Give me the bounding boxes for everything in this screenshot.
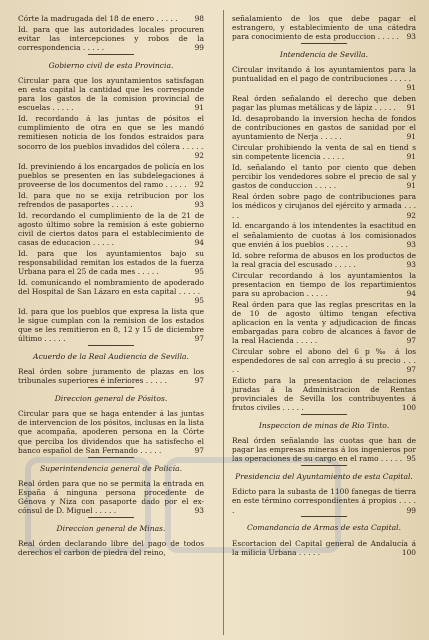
entry-text: Real órden para que las reglas prescritas en la de 10 de agosto último tengan efectiva aplicacion en la venta y adjudicacion de fincas embargadas para cobro de alcances á favor de la real Hacienda	[232, 299, 416, 345]
right-column	[232, 14, 416, 559]
column-divider	[223, 10, 224, 635]
entry-text: Escortacion del Capital general de Andalucía á la milicia Urbana	[232, 538, 416, 557]
page-number: 93	[406, 239, 416, 249]
dot-leader: . . . . .	[312, 181, 337, 191]
dot-leader: . . . . .	[232, 355, 416, 375]
entry-text: Real órden señalando las cuotas que han de pagar las empresas mineras á los ingenieros por las operaciones de su cargo en el ramo	[232, 436, 416, 464]
dot-leader: . . . . .	[296, 547, 321, 557]
entry-text: Circular prohibiendo la venta de sal en tiend s sin competente licencia	[232, 143, 416, 162]
index-entry	[232, 192, 416, 219]
dot-leader: . . . . .	[324, 239, 348, 249]
page-number: 97	[194, 445, 204, 455]
dot-leader: . . . . .	[176, 286, 200, 296]
page-number: 91	[406, 83, 416, 93]
page-number: 91	[406, 103, 416, 113]
index-entry	[232, 163, 416, 190]
page-number: 99	[406, 505, 416, 515]
dot-leader: . . . . .	[143, 376, 167, 386]
page-number: 95	[194, 296, 204, 305]
index-entry	[18, 14, 204, 23]
index-entry	[232, 221, 416, 248]
section-heading: Gobierno civil de esta Provincia.	[48, 60, 174, 70]
section-rule	[301, 465, 347, 466]
index-entry	[18, 278, 204, 305]
section-rule	[301, 516, 347, 517]
section-heading: Intendencia de Sevilla.	[279, 50, 369, 60]
index-entry	[18, 367, 204, 385]
dot-leader: . . . . .	[304, 288, 328, 298]
dot-leader: . . . . .	[90, 237, 114, 247]
entry-text: Real órden señalando el derecho que deben pagar las plumas metálicas y de lápiz	[232, 94, 416, 113]
entry-text: Id. señalando el tanto por ciento que deben percibir los vendedores sobre el precio de sal y gastos de conduccion	[232, 163, 416, 191]
entry-text: Id. recordando el cumplimiento de la de 21 de agosto último sobre la remision á este gobierno civil de ciertos datos para el establecimiento de casas de educacion	[18, 210, 204, 247]
index-entry	[232, 539, 416, 557]
page-number: 100	[401, 547, 416, 557]
index-entry	[18, 249, 204, 276]
section-heading: Direccion general de Pósitos.	[54, 394, 168, 404]
entry-text: Id. para que las autoridades locales procuren evitar las intercepciones y robos de la correspondencia	[18, 24, 204, 53]
entry-text: Córte la madrugada del 18 de enero	[18, 14, 155, 23]
entry-text: Id. recordando á las juntas de pósitos el cumplimiento de otra en que se les mandó remitiesen noticia de los fondos estraidos para socorro de los pueblos invadidos del cólera	[18, 114, 204, 151]
dot-leader: . . . . .	[332, 259, 356, 269]
entry-text: Edicto para la presentacion de relaciones juradas á la Administracion de Rentas provinciales de Sevilla los contribuyentes á frutos civiles	[232, 375, 416, 413]
index-entry	[232, 251, 416, 269]
page-number: 94	[406, 288, 416, 298]
dot-leader: . . . . .	[41, 334, 66, 344]
section-heading: Direccion general de Minas.	[56, 523, 166, 533]
index-entry	[232, 14, 416, 41]
index-entry	[18, 114, 204, 159]
entry-text: Id. para que no se exija retribucion por los refrendos de pasaportes	[18, 190, 204, 209]
dot-leader: . . . . .	[387, 74, 412, 84]
page-number: 95	[406, 454, 416, 464]
index-entry	[18, 191, 204, 209]
section-heading: Comandancia de Armas de esta Capital.	[246, 523, 402, 533]
dot-leader: . . . . .	[179, 141, 204, 151]
section-rule	[88, 517, 134, 518]
entry-text: Circular sobre el abono del 6 p ‰ á los espendedores de sal con arreglo á su precio	[232, 346, 416, 365]
index-entry	[232, 94, 416, 112]
entry-text: Real órden sobre juramento de plazas en los tribunales superiores é inferiores	[18, 367, 204, 386]
page-number: 92	[194, 179, 204, 189]
entry-text: Real órden declarando libre del pago de todos derechos el carbon de piedra del reino,	[18, 538, 204, 557]
index-entry	[18, 307, 204, 343]
section-rule	[88, 457, 134, 458]
page-number: 92	[194, 150, 204, 160]
index-entry	[232, 487, 416, 514]
page-number: 93	[406, 259, 416, 269]
dot-leader: . . . . .	[92, 505, 117, 515]
section-rule	[88, 387, 134, 388]
dot-leader: . . . . .	[109, 199, 133, 209]
page-number: 100	[401, 403, 416, 413]
entry-text: Id. previniendo á los encargados de policía en los pueblos se presenten en las subdelegaciones á proveerse de los documentos del ramo	[18, 161, 204, 189]
page-number: 94	[194, 237, 204, 247]
section-heading: Acuerdo de la Real Audiencia de Sevilla.	[33, 352, 189, 362]
entry-text: señalamiento de los que debe pagar el estrangero, y establecimiento de una cátedra para conocimiento de esta produccion	[232, 14, 416, 42]
entry-text: Id. para que los ayuntamientos bajo su responsabilidad remitan los estados de la fuerza Urbana para el 25 de cada mes	[18, 248, 204, 276]
index-entry	[232, 300, 416, 345]
section-heading: Presidencia del Ayuntamiento de esta Capital.	[235, 472, 413, 482]
entry-text: Id. comunicando el nombramiento de apoderado del Hospital de San Lázaro en esta capital	[18, 277, 204, 296]
section-heading: Inspeccion de minas de Rio Tinto.	[258, 421, 390, 431]
dot-leader: . . . . .	[293, 335, 318, 345]
entry-text: Id. sobre reforma de abusos en los productos de la real gracia del escusado	[232, 250, 416, 269]
index-entry	[18, 211, 204, 247]
entry-text: Circular invitando á los ayuntamientos para la puntualidad en el pago de contribuciones	[232, 65, 416, 84]
dot-leader: . . . . .	[163, 179, 187, 189]
dot-leader: . . . . .	[318, 132, 342, 142]
index-entry	[18, 409, 204, 454]
page-number: 91	[194, 103, 204, 113]
entry-text: Real órden sobre pago de contribuciones para los médicos y cirujanos del ejército y armada	[232, 192, 416, 211]
entry-text: Real órden para que no se permita la entrada en España á ninguna persona procedente de Génova y Niza con pasaporte dado por el ex-cónsul de D. Miguel	[18, 478, 204, 515]
dot-leader: . . . . .	[135, 266, 159, 276]
index-entry	[232, 143, 416, 161]
page-number: 93	[194, 199, 204, 209]
page-number: 93	[194, 505, 204, 515]
page-number: 92	[406, 210, 416, 220]
page-number: 97	[406, 365, 416, 375]
entry-text: Id. para que los pueblos que expresa la lista que le sigue cumplan con la remision de los estados que se les remitieron en 8, 12 y 15 de diciembre último	[18, 306, 204, 344]
dot-leader: . . . . .	[378, 454, 403, 464]
dot-leader: . . . . .	[232, 496, 417, 515]
page-number: 91	[406, 152, 416, 162]
left-column	[18, 14, 204, 559]
page-number: 91	[406, 181, 416, 191]
index-entry	[18, 479, 204, 515]
dot-leader: . . . . .	[375, 32, 399, 42]
page-number: 98	[194, 14, 204, 23]
dot-leader: . . . . .	[50, 103, 74, 113]
index-entry	[232, 436, 416, 463]
entry-text: Edicto para la subasta de 1100 fanegas de tierra en este término correspondientes á propios	[232, 487, 416, 506]
index-entry	[18, 25, 204, 52]
dot-leader: . . . . .	[154, 14, 178, 23]
section-rule	[301, 414, 347, 415]
index-entry	[232, 65, 416, 92]
index-entry	[232, 114, 416, 141]
dot-leader: . . . . .	[320, 152, 345, 162]
page-number: 93	[406, 32, 416, 42]
page-number: 99	[194, 43, 204, 53]
page-number: 97	[194, 376, 204, 386]
entry-text: Circular recordando á los ayuntamientos la presentacion en tiempo de los repartimientos para su aprobacion	[232, 270, 416, 298]
section-rule	[88, 345, 134, 346]
index-entry	[18, 162, 204, 189]
page-number: 95	[194, 266, 204, 276]
dot-leader: . . . . .	[372, 103, 396, 113]
index-entry	[232, 271, 416, 298]
dot-leader: . . . . .	[232, 201, 416, 220]
page-number: 97	[194, 334, 204, 344]
page-number: 91	[406, 132, 416, 142]
section-rule	[88, 54, 134, 55]
index-entry	[232, 376, 416, 412]
dot-leader: . . . . .	[80, 43, 105, 53]
section-heading: Superintendencia general de Policía.	[39, 463, 183, 473]
entry-text: Id. encargando á los intendentes la esactitud en el señalamiento de cuotas á los comisionados que envién á los pueblos	[232, 221, 416, 249]
entry-text: Id. desaprobando la inversion hecha de fondos de contribuciones en gastos de sanidad por el ayuntamiento de Nerja	[232, 114, 416, 142]
index-entry	[18, 76, 204, 112]
index-entry	[232, 347, 416, 374]
page-number: 97	[406, 335, 416, 345]
entry-text: Circular para que se haga entender á las juntas de intervencion de los pósitos, inclusas en la lista que acompaña, apoderen persona en la Córte que perciba los dividendos que ha satisfecho el banco español de San Fernando	[18, 409, 204, 455]
index-entry	[18, 539, 204, 557]
dot-leader: . . . . .	[137, 445, 162, 455]
dot-leader: . . . . .	[280, 403, 304, 413]
section-rule	[301, 43, 347, 44]
entry-text: Circular para que los ayuntamientos satisfagan en esta capital la cantidad que les corresponde para los gastos de la comision provincial de escuelas	[18, 76, 204, 113]
